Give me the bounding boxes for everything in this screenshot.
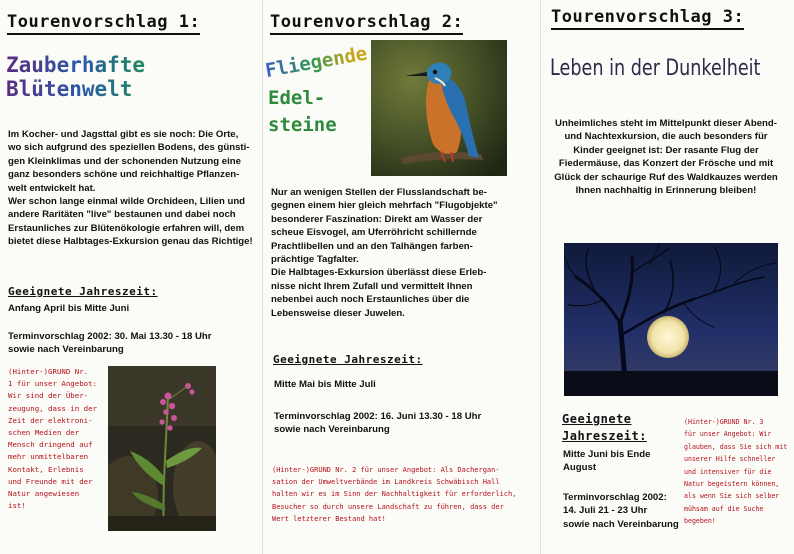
tour-2-date-proposal: Terminvorschlag 2002: 16. Juni 13.30 - 18 Uhr sowie nach Vereinbarung <box>274 411 482 436</box>
tour-3-season-text: Mitte Juni bis Ende August <box>563 449 651 474</box>
tour-3-season-heading-line: Jahreszeit: <box>562 429 647 443</box>
tour-2-headline-line: steine <box>268 114 337 136</box>
tour-2-headline-line: Fliegende <box>263 41 369 85</box>
tour-1-season-text: Anfang April bis Mitte Juni <box>8 303 130 314</box>
tour-2-reason-text: (Hinter-)GRUND Nr. 2 für unser Angebot: Als Dachergan- sation der Umweltverbände im Landkreis Schwäbisch Hall halten wir es im Sinn der Nachhaltigkeit für erforderlich, Besucher so durch unsere Landschaft zu führen, dass der Wert letzterer Bestand hat! <box>272 466 517 523</box>
tour-2-panel <box>262 0 540 554</box>
tour-2-headline-line: Edel- <box>268 87 326 109</box>
tour-3-date-proposal: Terminvorschlag 2002: 14. Juli 21 - 23 Uhr sowie nach Vereinbarung <box>563 492 679 530</box>
tour-2-headline <box>263 42 371 139</box>
tour-1-headline <box>6 53 145 101</box>
tour-1-headline-line: Zauberhafte <box>6 53 146 77</box>
tour-3-headline: Leben in der Dunkelheit <box>550 56 761 81</box>
tour-2-title: Tourenvorschlag 2: <box>270 12 463 35</box>
tour-3-season-heading <box>562 411 647 445</box>
tour-1-headline-line: Blütenwelt <box>6 77 133 102</box>
tour-1-season-heading: Geeignete Jahreszeit: <box>8 285 158 298</box>
tour-1-reason-text: (Hinter-)GRUND Nr. 1 für unser Angebot: Wir sind der Über- zeugung, dass in der Zeit der elektroni- schen Medien der Mensch dringend auf mehr unmittelbaren Kontakt, Erlebnis und Freunde mit der Natur angewiesen ist! <box>8 367 97 511</box>
night-tree-moon-photo <box>564 243 778 396</box>
tour-1-title: Tourenvorschlag 1: <box>7 12 200 35</box>
tour-2-season-heading: Geeignete Jahreszeit: <box>273 353 423 366</box>
tour-2-description: Nur an wenigen Stellen der Flusslandschaft be- gegnen einem hier gleich mehrfach "Flugobjekte" besonderer Faszination: Direkt am Wasser der scheue Eisvogel, am Uferröhricht schillernde Prachtlibellen und an den Talhängen farben- prächtige Tagfalter. Die Halbtages-Exkursion überlässt diese Erleb- nisse nicht Ihrem Zufall und vermittelt Ihnen nebenbei auch noch Erstaunliches über die Lebensweise dieser Juwelen. <box>271 187 498 319</box>
kingfisher-photo <box>371 40 507 176</box>
tour-1-description: Im Kocher- und Jagsttal gibt es sie noch: Die Orte, wo sich aufgrund des speziellen Bodens, des günsti- gen Kleinklimas und der schonenden Nutzung eine ganz besonders schöne und reichhaltige Pflanzen- welt entwickelt hat. Wer schon lange einmal wilde Orchideen, Lilien und andere Raritäten "live" bestaunen und dabei noch Erstaunliches zur Blütenökologie erfahren will, dem bietet diese Halbtages-Exkursion genau das Richtige! <box>8 129 253 248</box>
tour-3-reason-text: (Hinter-)GRUND Nr. 3 für unser Angebot: Wir glauben, dass Sie sich mit unserer Hilfe schneller und intensiver für die Natur begeistern können, als wenn Sie sich selber mühsam auf die Suche begeben! <box>684 418 788 526</box>
tour-2-season-text: Mitte Mai bis Mitte Juli <box>274 379 376 390</box>
tour-3-season-heading-line: Geeignete <box>562 412 632 426</box>
orchid-photo <box>108 366 216 531</box>
tour-3-description: Unheimliches steht im Mittelpunkt dieser Abend- und Nachtexkursion, die auch besonders für Kinder geeignet ist: Der rasante Flug der Fiedermäuse, das Konzert der Frösche und mit Glück der schaurige Ruf des Waldkauzes werden Ihnen nachhaltig in Erinnerung bleiben! <box>554 118 778 197</box>
tour-3-panel <box>540 0 794 554</box>
tour-1-panel <box>0 0 262 554</box>
tour-3-title: Tourenvorschlag 3: <box>551 7 744 30</box>
tour-1-date-proposal: Terminvorschlag 2002: 30. Mai 13.30 - 18 Uhr sowie nach Vereinbarung <box>8 331 212 356</box>
